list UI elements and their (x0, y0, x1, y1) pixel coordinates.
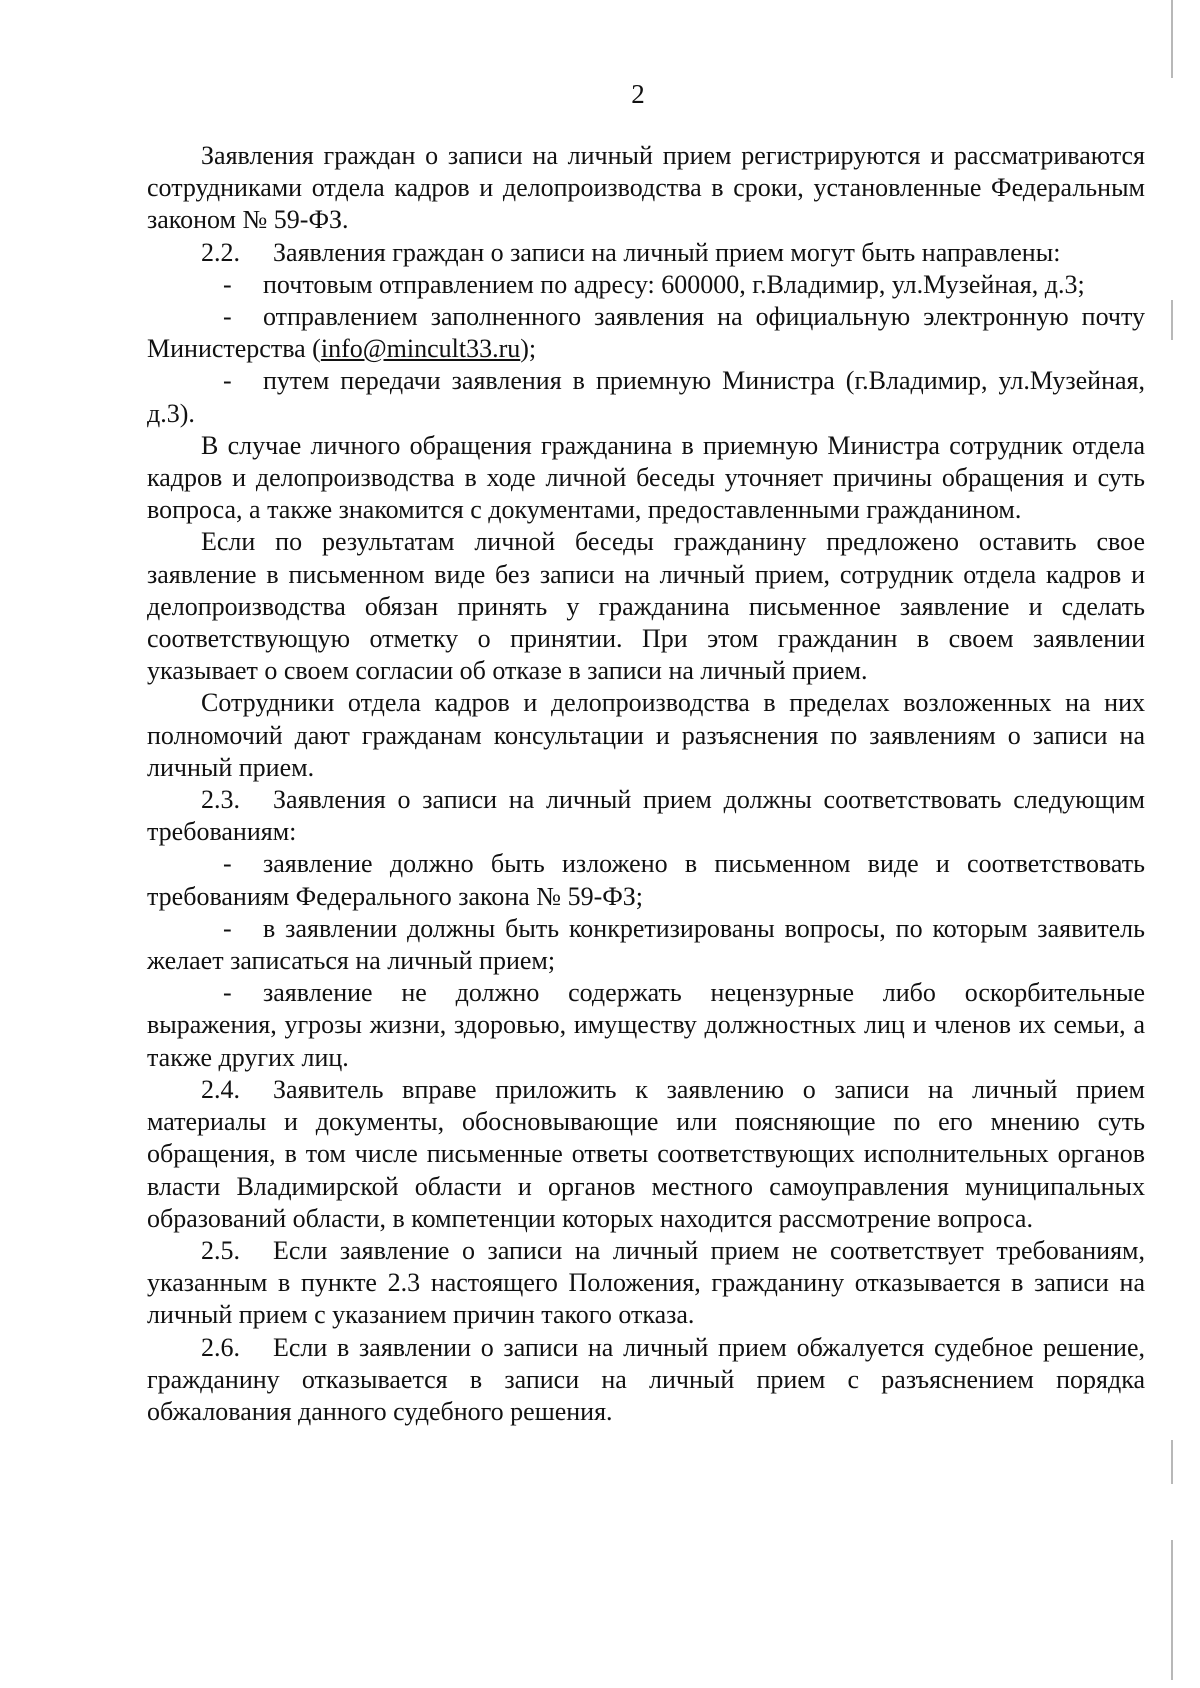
email-link[interactable]: info@mincult33.ru (320, 334, 521, 364)
list-item-text: заявление не должно содержать нецензурные либо оскорбительные выражения, угрозы жизни, здоровью, имуществу должностных лиц и членов их семьи, а также других лиц. (147, 978, 1145, 1072)
page-number: 2 (631, 79, 645, 109)
dash-bullet: - (223, 366, 232, 396)
paragraph: Если по результатам личной беседы гражданину предложено оставить свое заявление в письменном виде без записи на личный прием, сотрудник отдела кадров и делопроизводства обязан принять у гражданина письменное заявление и сделать соответствующую отметку о принятии. При этом гражданин в своем заявлении указывает о своем согласии об отказе в записи на личный прием. (147, 527, 1145, 686)
clause-number: 2.3. (201, 785, 240, 815)
scan-edge-line (1171, 1440, 1173, 1484)
paragraph-2-2 (147, 237, 1145, 269)
dash-bullet: - (223, 849, 232, 879)
scan-edge-line (1171, 300, 1173, 340)
clause-number: 2.6. (201, 1332, 240, 1362)
list-item (147, 269, 1145, 301)
list-item (147, 848, 1145, 912)
scan-edge-line (1171, 0, 1173, 78)
list-item-text: почтовым отправлением по адресу: 600000, г.Владимир, ул.Музейная, д.3; (263, 269, 1085, 299)
dash-bullet: - (223, 302, 232, 332)
scan-edge-line (1171, 1540, 1173, 1680)
paragraph-2-4 (147, 1074, 1145, 1235)
list-item-text: заявление должно быть изложено в письменном виде и соответствовать требованиям Федерального закона № 59-ФЗ; (147, 849, 1145, 911)
list-item (147, 301, 1145, 365)
list-item (147, 365, 1145, 429)
paragraph-text: Заявитель вправе приложить к заявлению о записи на личный прием материалы и документы, обосновывающие или поясняющие по его мнению суть обращения, в том числе письменные ответы соответствующих исполнительных органов власти Владимирской области и органов местного самоуправления муниципальных образований области, в компетенции которых находится рассмотрение вопроса. (147, 1074, 1145, 1233)
list-item-text: отправлением заполненного заявления на официальную электронную почту Министерства ( (147, 302, 1145, 364)
dash-bullet: - (223, 913, 232, 943)
clause-number: 2.2. (201, 237, 240, 267)
list-item (147, 913, 1145, 977)
paragraph-text: Если заявление о записи на личный прием не соответствует требованиям, указанным в пункте 2.3 настоящего Положения, гражданину отказывается в записи на личный прием с указанием причин такого отказа. (147, 1235, 1145, 1330)
list-item-text-end: ); (520, 334, 537, 364)
paragraph-text: Заявления о записи на личный прием должны соответствовать следующим требованиям: (147, 785, 1145, 847)
list-item-text: путем передачи заявления в приемную Министра (г.Владимир, ул.Музейная, д.3). (147, 366, 1145, 428)
paragraph-text: Заявления граждан о записи на личный прием могут быть направлены: (273, 237, 1061, 267)
paragraph: В случае личного обращения гражданина в приемную Министра сотрудник отдела кадров и делопроизводства в ходе личной беседы уточняет причины обращения и суть вопроса, а также знакомится с документами, предоставленными гражданином. (147, 430, 1145, 525)
paragraph-2-3 (147, 784, 1145, 848)
dash-bullet: - (223, 269, 232, 299)
paragraph-2-6 (147, 1332, 1145, 1429)
paragraph-2-5 (147, 1235, 1145, 1332)
paragraph: Заявления граждан о записи на личный прием регистрируются и рассматриваются сотрудниками отдела кадров и делопроизводства в сроки, установленные Федеральным законом № 59-ФЗ. (147, 141, 1145, 235)
document-body (147, 140, 1145, 1428)
paragraph-text: Если в заявлении о записи на личный прием обжалуется судебное решение, гражданину отказывается в записи на личный прием с разъяснением порядка обжалования данного судебного решения. (147, 1332, 1145, 1426)
clause-number: 2.5. (201, 1235, 240, 1265)
list-item (147, 977, 1145, 1074)
list-item-text: в заявлении должны быть конкретизированы вопросы, по которым заявитель желает записаться на личный прием; (147, 913, 1145, 976)
paragraph: Сотрудники отдела кадров и делопроизводства в пределах возложенных на них полномочий дают гражданам консультации и разъяснения по заявлениям о записи на личный прием. (147, 688, 1145, 782)
clause-number: 2.4. (201, 1074, 240, 1104)
dash-bullet: - (223, 978, 232, 1008)
